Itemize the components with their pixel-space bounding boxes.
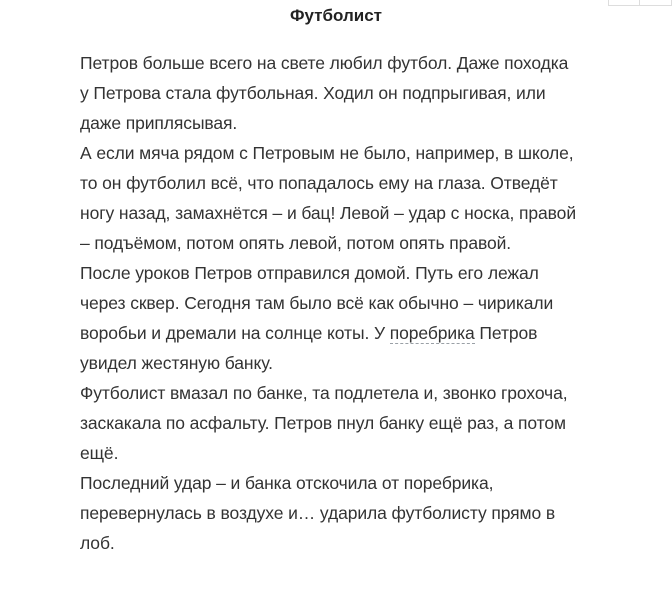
- story-line: увидел жестяную банку.: [80, 353, 273, 373]
- term-link-porebrik[interactable]: поребрика: [389, 323, 475, 343]
- story-line: После уроков Петров отправился домой. Путь его лежал: [80, 263, 539, 283]
- story-line: ногу назад, замахнётся – и бац! Левой – удар с носка, правой: [80, 203, 576, 223]
- story-line: перевернулась в воздухе и… ударила футболисту прямо в: [80, 503, 556, 523]
- story-line: [80, 318, 666, 348]
- story-line: Петров больше всего на свете любил футбол. Даже походка: [80, 53, 569, 73]
- story-line-end: Петров: [474, 323, 538, 343]
- story-line: у Петрова стала футбольная. Ходил он подпрыгивая, или: [80, 83, 546, 103]
- story-title: Футболист: [290, 6, 382, 25]
- story-line: даже приплясывая.: [80, 113, 238, 133]
- story-line: А если мяча рядом с Петровым не было, например, в школе,: [80, 143, 574, 163]
- story-line: – подъёмом, потом опять левой, потом опять правой.: [80, 233, 512, 253]
- story-line: через сквер. Сегодня там было всё как обычно – чирикали: [80, 293, 554, 313]
- story-line: то он футболил всё, что попадалось ему на глаза. Отведёт: [80, 173, 558, 193]
- story-line: лоб.: [80, 533, 115, 553]
- story-text: [80, 48, 666, 558]
- story-line-start: воробьи и дремали на солнце коты. У: [80, 323, 390, 343]
- story-line: ещё.: [80, 443, 119, 463]
- story-line: Последний удар – и банка отскочила от поребрика,: [80, 473, 494, 493]
- story-line: Футболист вмазал по банке, та подлетела и, звонко грохоча,: [80, 383, 568, 403]
- story-line: заскакала по асфальту. Петров пнул банку ещё раз, а потом: [80, 413, 566, 433]
